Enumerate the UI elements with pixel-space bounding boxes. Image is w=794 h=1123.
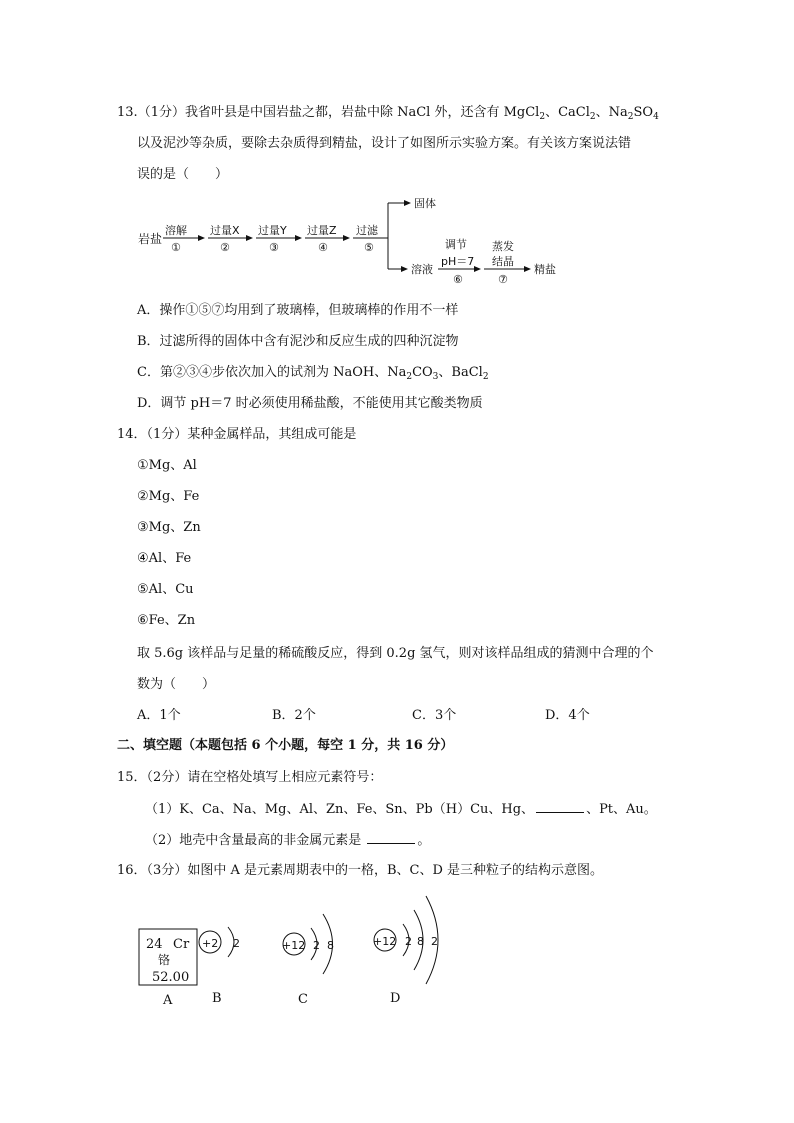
label-b: B xyxy=(212,991,222,1006)
cell-name: 铬 xyxy=(158,953,171,967)
q16-header: 16．（3分）如图中 A 是元素周期表中的一格，B、C、D 是三种粒子的结构示意图。 xyxy=(117,863,604,878)
subscript: 2 xyxy=(627,112,634,122)
q15-part2-text: 。 xyxy=(417,833,431,848)
q14-option-d[interactable]: D．4个 xyxy=(545,708,590,723)
q13-flowchart xyxy=(130,188,580,286)
shell-electrons: 2 xyxy=(233,937,240,950)
flow-step5-label: 过滤 xyxy=(356,224,378,237)
answer-blank[interactable] xyxy=(536,800,584,813)
option-text: CO xyxy=(412,365,433,380)
q13-stem-text: 我省叶县是中国岩盐之都，岩盐中除 NaCl 外，还含有 MgCl xyxy=(184,105,540,120)
q14-item: ⑤Al、Cu xyxy=(137,582,194,597)
subscript: 2 xyxy=(482,372,489,382)
q13-line2: 以及泥沙等杂质，要除去杂质得到精盐，设计了如图所示实验方案。有关该方案说法错 xyxy=(137,136,632,151)
shell-electrons: 8 xyxy=(327,939,334,952)
cell-atomic-number: 24 xyxy=(146,937,163,952)
flow-step6-num: ⑥ xyxy=(453,273,463,286)
q14-item: ⑥Fe、Zn xyxy=(137,613,196,628)
q13-score: （1分） xyxy=(137,105,185,120)
q14-header: 14．（1分）某种金属样品，其组成可能是 xyxy=(117,427,357,442)
nucleus-b-charge: +2 xyxy=(202,937,219,950)
flow-solid: 固体 xyxy=(414,197,436,210)
q14-option-a[interactable]: A．1个 xyxy=(137,708,181,723)
q13-option-d[interactable]: D．调节 pH＝7 时必须使用稀盐酸，不能使用其它酸类物质 xyxy=(137,396,483,411)
q15-part1-text: 、Pt、Au。 xyxy=(586,802,657,817)
shell-electrons: 8 xyxy=(417,935,424,948)
shell-electrons: 2 xyxy=(405,935,412,948)
q13-option-b[interactable]: B．过滤所得的固体中含有泥沙和反应生成的四种沉淀物 xyxy=(137,334,459,349)
q13-stem-text: SO xyxy=(633,105,654,120)
q15-part2 xyxy=(145,831,430,850)
q14-option-b[interactable]: B．2个 xyxy=(272,708,316,723)
q16-figure xyxy=(130,890,460,1010)
flow-step2-label: 过量X xyxy=(210,224,240,237)
subscript: 2 xyxy=(589,112,596,122)
label-a: A xyxy=(163,993,173,1008)
shell-electrons: 2 xyxy=(431,935,438,948)
q14-item: ③Mg、Zn xyxy=(137,520,201,535)
q14-item: ①Mg、Al xyxy=(137,458,197,473)
label-c: C xyxy=(298,992,308,1007)
q13-number: 13. xyxy=(117,105,138,120)
shell-electrons: 2 xyxy=(313,939,320,952)
flow-product: 精盐 xyxy=(534,263,556,276)
flow-step7-mid: 结晶 xyxy=(492,255,514,268)
q13-option-a[interactable]: A．操作①⑤⑦均用到了玻璃棒，但玻璃棒的作用不一样 xyxy=(137,303,459,318)
flow-step2-num: ② xyxy=(220,241,230,254)
flow-step1-num: ① xyxy=(171,241,181,254)
nucleus-d-charge: +12 xyxy=(373,935,397,948)
q13-line3: 误的是（ ） xyxy=(137,167,229,182)
flow-step1-label: 溶解 xyxy=(165,224,187,237)
flow-step7-num: ⑦ xyxy=(498,273,508,286)
flow-step3-label: 过量Y xyxy=(258,224,287,237)
nucleus-c-charge: +12 xyxy=(282,939,306,952)
q14-stem-line1: 取 5.6g 该样品与足量的稀硫酸反应，得到 0.2g 氢气，则对该样品组成的猜测中合理的个 xyxy=(137,646,654,661)
flow-step5-num: ⑤ xyxy=(364,241,374,254)
flow-step7-top: 蒸发 xyxy=(492,240,514,253)
subscript: 4 xyxy=(653,112,659,122)
q14-option-c[interactable]: C．3个 xyxy=(412,708,457,723)
q13-stem-text: 、CaCl xyxy=(545,105,590,120)
section-title: 二、填空题（本题包括 6 个小题，每空 1 分，共 16 分） xyxy=(117,738,454,753)
option-text: 、BaCl xyxy=(438,365,483,380)
label-d: D xyxy=(390,991,401,1006)
q15-header: 15．（2分）请在空格处填写上相应元素符号： xyxy=(117,770,383,785)
q13-line1 xyxy=(117,104,659,122)
flow-step3-num: ③ xyxy=(269,241,279,254)
subscript: 3 xyxy=(432,372,439,382)
answer-blank[interactable] xyxy=(367,831,415,844)
subscript: 2 xyxy=(406,372,413,382)
q14-item: ④Al、Fe xyxy=(137,551,192,566)
flow-start: 岩盐 xyxy=(138,232,163,246)
option-text: C．第②③④步依次加入的试剂为 NaOH、Na xyxy=(137,365,407,380)
cell-mass: 52.00 xyxy=(152,970,190,985)
cell-symbol: Cr xyxy=(173,937,190,952)
q15-part2-text: （2）地壳中含量最高的非金属元素是 xyxy=(145,833,366,848)
flow-step6-mid: pH＝7 xyxy=(441,255,475,268)
q14-item: ②Mg、Fe xyxy=(137,489,200,504)
flow-solution: 溶液 xyxy=(411,263,433,276)
q15-part1 xyxy=(145,800,657,819)
q13-stem-text: 、Na xyxy=(595,105,628,120)
flow-step4-label: 过量Z xyxy=(307,224,337,237)
q14-stem-line2: 数为（ ） xyxy=(137,677,216,692)
q15-part1-text: （1）K、Ca、Na、Mg、Al、Zn、Fe、Sn、Pb（H）Cu、Hg、 xyxy=(145,802,535,817)
subscript: 2 xyxy=(539,112,546,122)
flow-step4-num: ④ xyxy=(318,241,328,254)
flow-step6-top: 调节 xyxy=(445,238,467,251)
q13-option-c[interactable] xyxy=(137,364,489,382)
